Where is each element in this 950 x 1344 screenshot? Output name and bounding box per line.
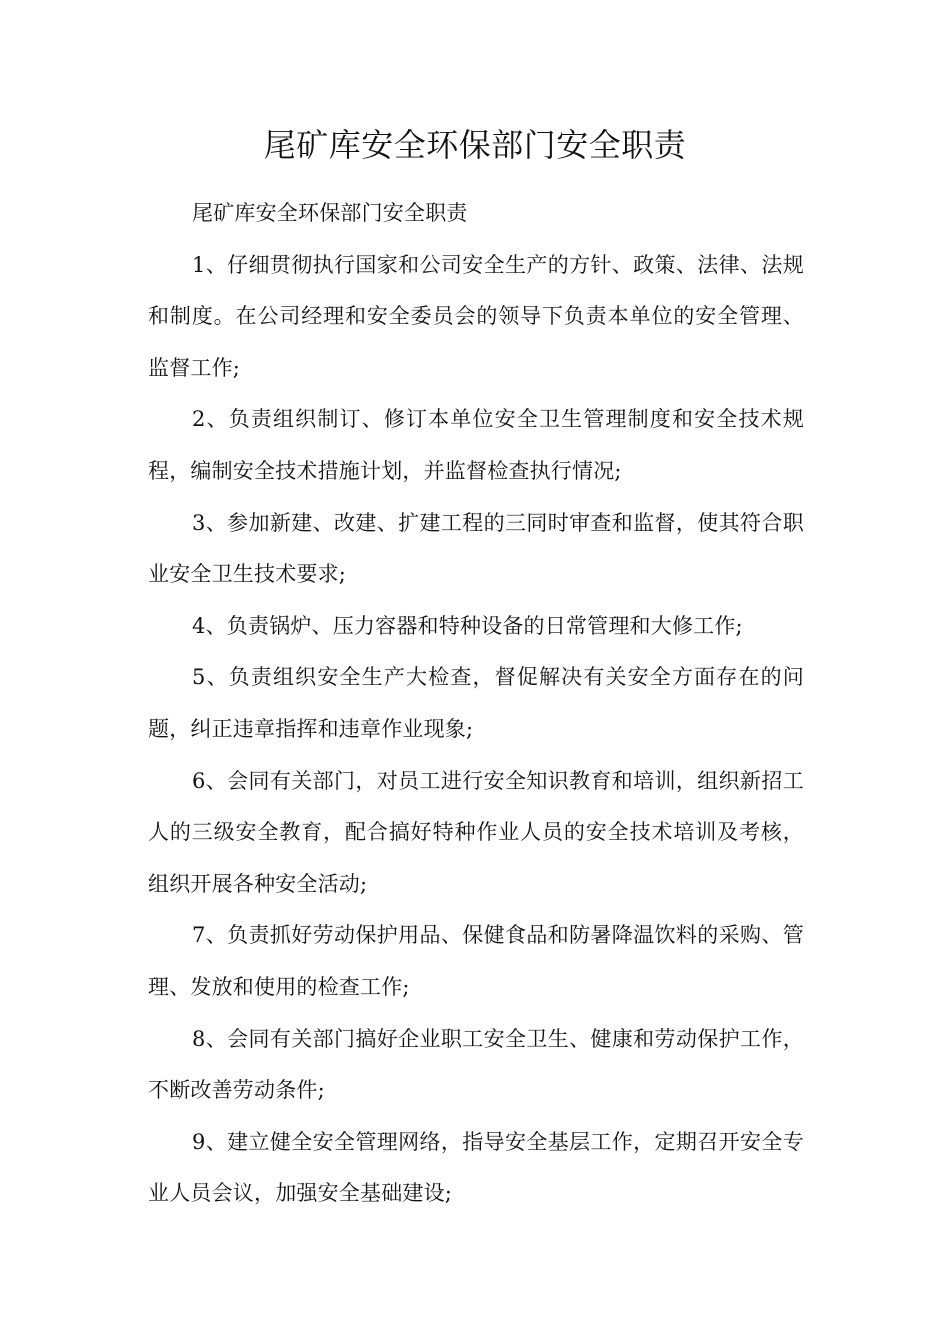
duty-item-7: 7、负责抓好劳动保护用品、保健食品和防暑降温饮料的采购、管理、发放和使用的检查工作; <box>148 923 804 999</box>
duty-item-8: 8、会同有关部门搞好企业职工安全卫生、健康和劳动保护工作，不断改善劳动条件; <box>148 1026 804 1103</box>
duty-item-4: 4、负责锅炉、压力容器和特种设备的日常管理和大修工作; <box>192 613 743 638</box>
document-subtitle: 尾矿库安全环保部门安全职责 <box>192 201 468 225</box>
duty-item-9: 9、建立健全安全管理网络，指导安全基层工作，定期召开安全专业人员会议，加强安全基础建设; <box>148 1129 804 1206</box>
document-title: 尾矿库安全环保部门安全职责 <box>263 126 687 164</box>
duty-item-3: 3、参加新建、改建、扩建工程的三同时审查和监督，使其符合职业安全卫生技术要求; <box>148 510 804 587</box>
duty-item-6: 6、会同有关部门，对员工进行安全知识教育和培训，组织新招工人的三级安全教育，配合搞好特种作业人员的安全技术培训及考核，组织开展各种安全活动; <box>148 768 804 896</box>
duty-item-1: 1、仔细贯彻执行国家和公司安全生产的方针、政策、法律、法规和制度。在公司经理和安全委员会的领导下负责本单位的安全管理、监督工作; <box>148 252 804 380</box>
document-body <box>148 188 804 1220</box>
duty-item-2: 2、负责组织制订、修订本单位安全卫生管理制度和安全技术规程，编制安全技术措施计划，并监督检查执行情况; <box>148 407 804 483</box>
duty-item-5: 5、负责组织安全生产大检查，督促解决有关安全方面存在的问题，纠正违章指挥和违章作业现象; <box>148 665 804 741</box>
